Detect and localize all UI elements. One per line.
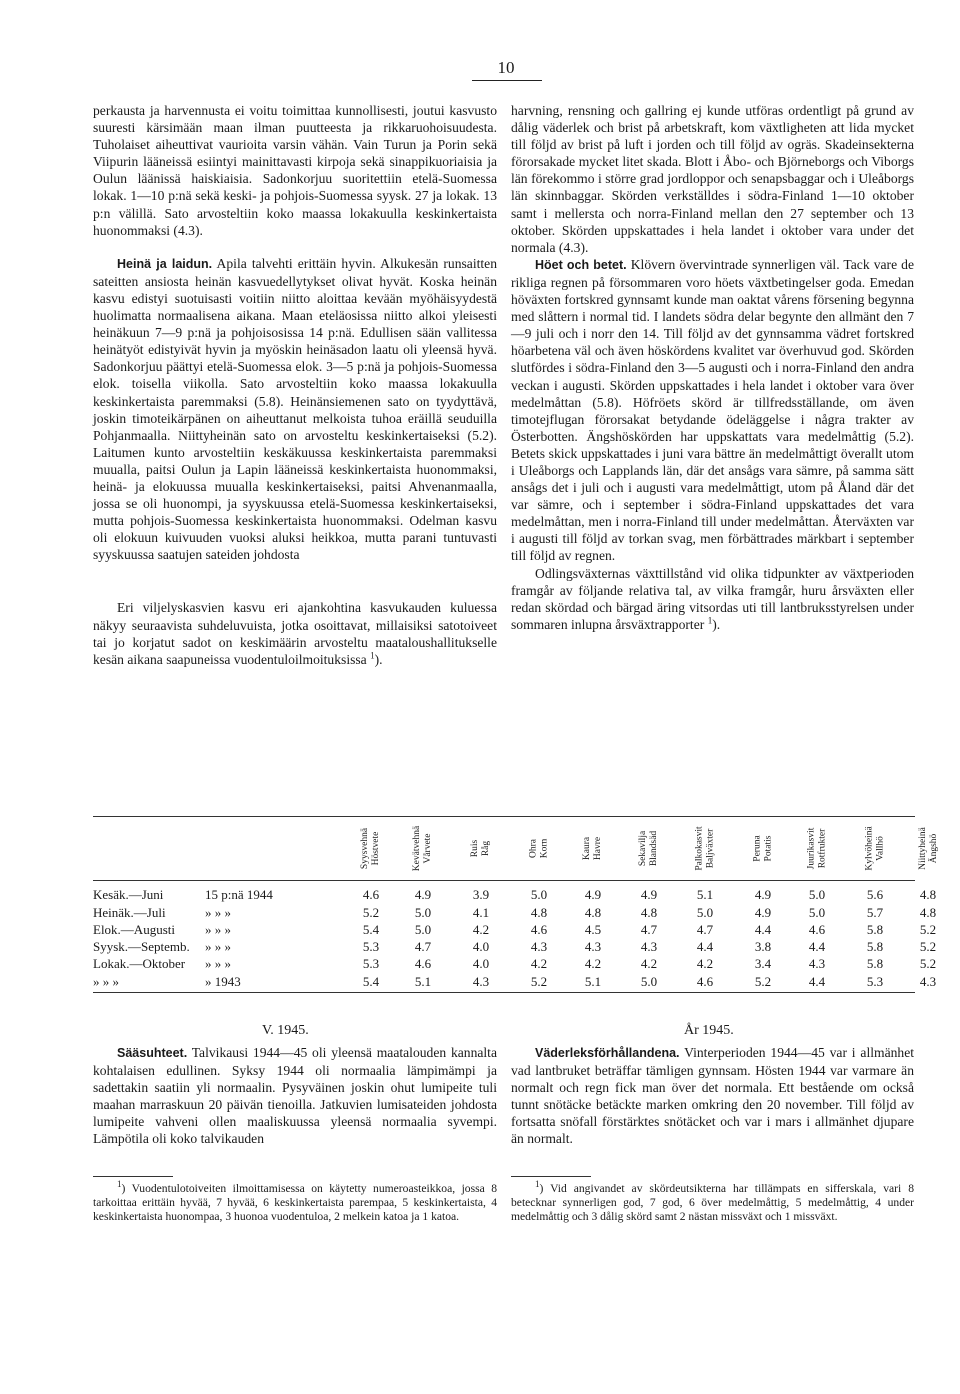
table-cell: 4.6: [696, 974, 714, 989]
table-column-header: [748, 820, 778, 876]
footnote-reference: 1: [370, 650, 375, 661]
table-cell: 5.3: [866, 974, 884, 989]
table-column-header: [860, 820, 890, 876]
table-cell: 5.2: [754, 974, 772, 989]
table-cell: 5.3: [362, 939, 380, 954]
left-hay-text: Apila talvehti erittäin hyvin. Alkukesän runsaitten sateitten ansiosta heinän kasvuedellytykset olivat hyvät. Koska heinän kasvu edistyi suotuisasti voitiin niitto aloittaa kevään myöhäisyydestä huolimatta normaalisena aikana. Maan eteläosissa niitto alkoi yleisesti heinäkuun 7—9 p:nä ja pohjoisosissa 14 p:nä. Edullisen sään vallitessa heinätyöt edistyivät hyvin ja myöskin heinäsadon laatu oli yleensä hyvä. Sadonkorjuu päättyi etelä-Suomessa elok. 3—5 p:nä ja pohjois-Suomessa elok. toisella viikolla. Sato arvosteltiin koko maassa lokakuulla keskinkertaista paremmaksi (5.8). Heinänsiemenen sato on tyydyttävä, joskin timoteikärpänen on aiheuttanut melkoista tuhoa eräillä seuduilla Pohjanmaalla. Niittyheinän sato on arvosteltu keskinkertaiseksi (5.2). Laitumen kunto arvosteltiin keskäkuussa keskinkertaista paremmaksi muualla, paitsi Oulun ja Lapin lääneissä keskinkertaista huonommaksi, heinä- ja elokuussa muualla keskinkertaiseksi, paitsi Ahvenanmaalla, jossa se oli huonompi, ja syyskuussa etelä-Suomessa keskinkertaiseksi, mutta pohjois-Suomessa keskinkertaista huonommaksi. Odelman kasvu oli elokuun kuivuuden vuoksi aluksi heikkoa, mutta parani tuntuvasti syyskuussa saatujen sateiden johdosta: [93, 255, 498, 563]
table-cell: 5.2: [919, 922, 937, 937]
footnote-mark: 1: [535, 1179, 540, 1190]
row-date: » » »: [205, 956, 231, 971]
table-column-header: [913, 820, 943, 876]
row-date: » » »: [205, 905, 231, 920]
table-cell: 4.6: [414, 956, 432, 971]
page-number-rule: [472, 80, 542, 81]
footnote-reference: 1: [707, 615, 713, 626]
weather-paragraph-sv: Vinterperioden 1944—45 var i allmänhet vad lantbruket beträffar tämligen gynnsam. Hösten 1944 var varmare än normalt och regn fick man över det normala. Ett bestående om också tunnt snötäcke betäckte marken omkring den 20 november. Till följd av fortsatta snöfall förstärktes snötäcket och var i mars i allmänhet djupare än normalt.: [511, 1045, 915, 1147]
left-growth-paragraph: [93, 599, 497, 667]
table-cell: 4.2: [640, 956, 658, 971]
table-cell: 4.9: [584, 887, 602, 902]
column-header-label: Kevätvehnä Vårvete: [412, 825, 433, 871]
table-cell: 5.3: [362, 956, 380, 971]
weather-heading-sv: Väderleksförhållandena.: [535, 1046, 680, 1060]
footnote-text-sv: ) Vid angivandet av skördeutsikterna har tillämpats en sifferskala, vari 8 betecknar synnerligen god, 7 god, 6 över medelmåttig, 5 medelmåttig, 4 under medelmåttig och 3 dålig skörd samt 2 nästan missväxt och 1 missväxt.: [511, 1182, 914, 1223]
table-cell: 5.4: [362, 922, 380, 937]
table-cell: 3.4: [754, 956, 772, 971]
table-cell: 4.7: [640, 922, 658, 937]
table-cell: 5.1: [414, 974, 432, 989]
table-cell: 4.3: [640, 939, 658, 954]
column-header-label: Kylvöheinä Vallhö: [864, 825, 886, 871]
table-column-header: [356, 820, 386, 876]
right-column: [511, 102, 914, 633]
footnote-rule: [93, 1176, 173, 1177]
table-cell: 4.4: [696, 939, 714, 954]
table-cell: 4.5: [584, 922, 602, 937]
column-header-label: Ohra Korn: [528, 838, 549, 858]
table-cell: 4.3: [530, 939, 548, 954]
row-label: Syysk.—Septemb.: [93, 939, 190, 954]
table-cell: 5.8: [866, 939, 884, 954]
right-growth-text: Odlingsväxternas växttillstånd vid olika tidpunkter av växtperioden framgår av följande relativa tal, av vilka framgår, huru årsväxten eller redan skördad och bärgad äring vitsordas uti till lantbruksstyrelsen under sommaren inlupna årsväxtrapporter: [511, 565, 914, 632]
section-title-sv: År 1945.: [684, 1023, 734, 1038]
table-rule: [93, 992, 915, 993]
table-column-header: [802, 820, 832, 876]
section-title-fi: V. 1945.: [262, 1023, 309, 1038]
table-cell: 4.3: [919, 974, 937, 989]
table-cell: 4.4: [808, 974, 826, 989]
table-cell: 4.3: [808, 956, 826, 971]
column-header-label: Peruna Potatis: [752, 834, 773, 862]
table-cell: 4.9: [754, 887, 772, 902]
table-rule: [93, 880, 915, 881]
table-cell: 5.0: [808, 905, 826, 920]
footnote-sv: [511, 1179, 914, 1224]
table-cell: 4.0: [472, 939, 490, 954]
spacer: [93, 563, 497, 599]
table-cell: 5.6: [866, 887, 884, 902]
table-cell: 4.1: [472, 905, 490, 920]
table-cell: 4.6: [808, 922, 826, 937]
column-header-label: Kaura Havre: [582, 836, 603, 860]
table-cell: 4.2: [530, 956, 548, 971]
weather-heading-fi: Sääsuhteet.: [117, 1046, 188, 1060]
table-cell: 5.8: [866, 922, 884, 937]
lower-left-text: [93, 1044, 497, 1148]
table-column-header: [408, 820, 438, 876]
spacer: [93, 239, 497, 255]
table-cell: 4.9: [640, 887, 658, 902]
row-label: Elok.—Augusti: [93, 922, 175, 937]
left-top-paragraph: perkausta ja harvennusta ei voitu toimittaa kunnollisesti, joutui kasvusto suuresti kärsimään maan ilman puutteesta ja rikkaruohoisuudesta. Tuholaiset aiheuttivat vaurioita varsin vähän. Vain Turun ja Porin sekä Viipurin lääneissä esiintyi mainittavasti kirpoja sekä sinappikuoriaisia ja Oulun läänissä haiskiaisia. Sadonkorjuu suoritettiin etelä-Suomessa lokak. 1—10 p:nä sekä keski- ja pohjois-Suomessa syysk. 27 ja lokak. 13 p:n välillä. Sato arvosteltiin koko maassa lokakuulla keskinkertaista huonommaksi (4.3).: [93, 103, 497, 238]
row-label: Kesäk.—Juni: [93, 887, 164, 902]
table-column-header: [466, 820, 496, 876]
table-cell: 5.2: [919, 956, 937, 971]
column-header-label: Palkokasvit Baljväxter: [694, 825, 715, 871]
table-column-header: [578, 820, 608, 876]
table-cell: 4.0: [472, 956, 490, 971]
table-cell: 4.8: [584, 905, 602, 920]
table-cell: 3.9: [472, 887, 490, 902]
table-cell: 5.2: [530, 974, 548, 989]
column-header-label: Ruis Råg: [470, 839, 491, 857]
table-cell: 4.8: [640, 905, 658, 920]
table-cell: 5.7: [866, 905, 884, 920]
weather-paragraph-fi: Talvikausi 1944—45 oli yleensä maatalouden kannalta kohtalaisen edullinen. Syksy 1944 oli normaalia lämpimämpi ja sadettakin saatiin yli normaalin. Pysyväinen joskin ohut lumipeite tuli maahan marraskuun 20 päivän tienoilla. Jatkuvien lumisateiden johdosta lumipeite vahveni ollen maaliskuussa yleensä normaalia syvempi. Lämpötila oli koko talvikauden: [93, 1045, 497, 1147]
table-cell: 5.1: [584, 974, 602, 989]
row-label: » » »: [93, 974, 119, 989]
lower-right-text: [511, 1044, 914, 1148]
table-cell: 5.0: [414, 905, 432, 920]
table-rule: [93, 816, 915, 817]
table-cell: 4.2: [696, 956, 714, 971]
table-cell: 4.7: [696, 922, 714, 937]
column-header-label: Sekavilja Blandsäd: [638, 830, 660, 866]
table-cell: 5.4: [362, 974, 380, 989]
table-cell: 5.0: [696, 905, 714, 920]
table-column-header: [634, 820, 664, 876]
row-date: 15 p:nä 1944: [205, 887, 273, 902]
page-number: 10: [497, 58, 515, 77]
table-cell: 5.8: [866, 956, 884, 971]
table-cell: 4.8: [530, 905, 548, 920]
column-header-label: Juurikasvit Rotfrukter: [806, 827, 828, 869]
table-cell: 5.0: [414, 922, 432, 937]
left-growth-end: ).: [374, 651, 383, 667]
left-growth-text: Eri viljelyskasvien kasvu eri ajankohtina kasvukauden kuluessa näkyy seuraavista suhdeluvuista, jotka osoittavat, millaisiksi satotoiveet tai jo korjatut sadot on keskimäärin arvosteltu maataloushallitukselle kesän aikana saapuneissa vuodentuloilmoituksissa: [93, 600, 497, 667]
table-cell: 4.2: [472, 922, 490, 937]
table-cell: 5.1: [696, 887, 714, 902]
right-growth-paragraph: [511, 565, 914, 633]
table-cell: 4.4: [808, 939, 826, 954]
table-cell: 5.2: [919, 939, 937, 954]
row-label: Heinäk.—Juli: [93, 905, 166, 920]
table-cell: 4.4: [754, 922, 772, 937]
crop-condition-table: [93, 816, 938, 1012]
table-column-header: [690, 820, 720, 876]
left-column: [93, 102, 497, 668]
table-cell: 3.8: [754, 939, 772, 954]
table-cell: 4.2: [584, 956, 602, 971]
footnote-fi: [93, 1179, 497, 1224]
table-cell: 4.7: [414, 939, 432, 954]
table-cell: 4.8: [919, 905, 937, 920]
left-hay-paragraph: [93, 255, 497, 564]
table-cell: 4.6: [530, 922, 548, 937]
row-date: » » »: [205, 922, 231, 937]
table-cell: 5.0: [530, 887, 548, 902]
table-cell: 4.6: [362, 887, 380, 902]
column-header-label: Syysvehnä Höstvete: [360, 827, 382, 869]
table-cell: 4.3: [472, 974, 490, 989]
right-hay-text: Klövern övervintrade synnerligen väl. Tack vare de rikliga regnen på försommaren voro höets växtbetingelser goda. Emedan höväxten fortskred gynnsamt kunde man oaktat vårens försening begynna med slåttern i normal tid. I landets södra delar begynte den allmänt den 7—9 juli och i norr den 14. Till följd av det gynnsamma vädret fortskred höarbetena väl och även höskördens kvalitet var överhuvud god. Skörden slutfördes i södra-Finland den 3—5 augusti och i norra-Finland den andra veckan i augusti. Skörden uppskattades i hela landet i oktober vara över medelmåttan (5.8). Höfröets skörd är tillfredsställande, om även timotejflugan förorsakat betydande ödeläggelse i några trakter av Österbotten. Ängshöskörden har uppskattats vara medelmåttig (5.2). Betets skick uppskattades i juni vara bättre än medelmåttigt överallt utom i Uleåborgs och Lapplands län, där det ansågs vara sämre, på samma sätt ansågs det i juli och i augusti vara medelmåttigt, utom på Åland där det var sämre, och i september i södra-Finland uppskattades det vara medelmåttan, men i norra-Finland till under medelmåttan. Återväxten var i augusti till följd av torkan svag, men förbättrades märkbart i september till följd av regnen.: [511, 256, 914, 564]
right-hay-paragraph: [511, 256, 914, 565]
row-date: » » »: [205, 939, 231, 954]
table-cell: 5.0: [640, 974, 658, 989]
footnote-rule: [511, 1176, 591, 1177]
left-hay-heading: Heinä ja laidun.: [117, 256, 213, 271]
table-cell: 4.8: [919, 887, 937, 902]
footnote-text-fi: ) Vuodentulotoiveiten ilmoittamisessa on käytetty numeroasteikkoa, jossa 8 tarkoittaa erittäin hyvää, 7 hyvää, 6 keskinkertaista parempaa, 5 keskinkertaista, 4 keskinkertaista huonompaa, 3 huonoa vuodentuloa, 2 melkein katoa ja 1 katoa.: [93, 1182, 497, 1223]
row-date: » 1943: [205, 974, 241, 989]
table-cell: 5.2: [362, 905, 380, 920]
row-label: Lokak.—Oktober: [93, 956, 186, 971]
table-cell: 4.9: [754, 905, 772, 920]
table-cell: 4.9: [414, 887, 432, 902]
table-cell: 4.3: [584, 939, 602, 954]
right-growth-end: ).: [712, 616, 721, 632]
right-hay-heading: Höet och betet.: [535, 257, 627, 272]
right-top-paragraph: harvning, rensning och gallring ej kunde utföras ordentligt på grund av dålig väderlek och brist på arbetskraft, kom växtligheten att lida mycket till följd av brist på luft i jorden och till följd av ogräs. Skadeinsekterna förorsakade mycket litet skada. Blott i Åbo- och Björneborgs och Viborgs län förekommo i större grad jordloppor och senapsbaggar och i Uleåborgs län skinnbaggar. Skörden verkställdes i södra-Finland 1—10 oktober samt i mellersta och norra-Finland mellan den 27 september och 13 oktober. Skörden uppskattades i hela landet i oktober vara under det normala (4.3).: [511, 103, 914, 255]
column-header-label: Niittyheinä Ängshö: [917, 826, 938, 870]
table-column-header: [524, 820, 554, 876]
footnote-mark: 1: [117, 1179, 122, 1190]
table-cell: 5.0: [808, 887, 826, 902]
